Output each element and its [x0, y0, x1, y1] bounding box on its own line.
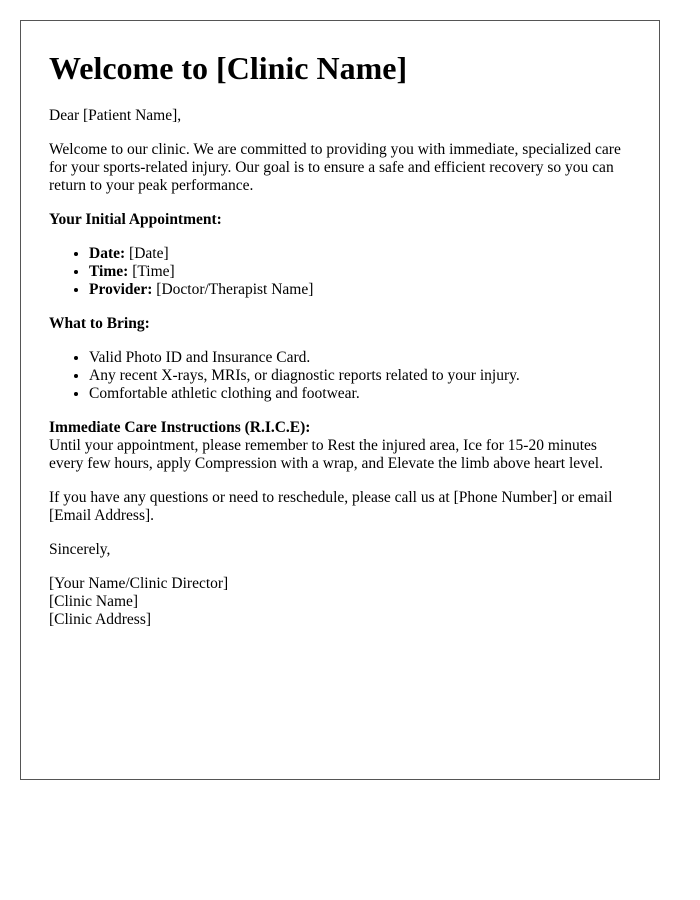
greeting: Dear [Patient Name],	[49, 107, 182, 124]
appointment-heading: Your Initial Appointment:	[49, 211, 222, 228]
letter-container	[20, 20, 660, 780]
signature-block	[49, 575, 631, 629]
bring-heading: What to Bring:	[49, 315, 150, 332]
appointment-provider-label: Provider:	[89, 281, 153, 298]
closing: Sincerely,	[49, 541, 111, 558]
appointment-provider-value: [Doctor/Therapist Name]	[152, 281, 314, 298]
bring-item: • Comfortable athletic clothing and footwear.	[89, 385, 631, 403]
signature-name: [Your Name/Clinic Director]	[49, 575, 229, 592]
appointment-date-value: [Date]	[125, 245, 169, 262]
bring-item: • Valid Photo ID and Insurance Card.	[89, 349, 631, 367]
appointment-item-date	[89, 245, 631, 263]
appointment-time-value: [Time]	[128, 263, 175, 280]
contact-paragraph: If you have any questions or need to reschedule, please call us at [Phone Number] or email [Email Address].	[49, 489, 613, 524]
appointment-list	[49, 245, 631, 299]
intro-paragraph: Welcome to our clinic. We are committed to providing you with immediate, specialized care for your sports-related injury. Our goal is to ensure a safe and efficient recovery so you can return to your peak performance.	[49, 141, 621, 194]
bring-item: • Any recent X-rays, MRIs, or diagnostic reports related to your injury.	[89, 367, 631, 385]
appointment-time-label: Time:	[89, 263, 129, 280]
appointment-date-label: Date:	[89, 245, 126, 262]
appointment-item-time	[89, 263, 631, 281]
signature-clinic: [Clinic Name]	[49, 593, 139, 610]
rice-instructions: Until your appointment, please remember to Rest the injured area, Ice for 15-20 minutes every few hours, apply Compression with a wrap, and Elevate the limb above heart level.	[49, 437, 603, 472]
signature-address: [Clinic Address]	[49, 611, 152, 628]
appointment-item-provider	[89, 281, 631, 299]
rice-heading: Immediate Care Instructions (R.I.C.E):	[49, 419, 311, 436]
bring-list	[49, 349, 631, 403]
letter-title: Welcome to [Clinic Name]	[49, 50, 408, 86]
